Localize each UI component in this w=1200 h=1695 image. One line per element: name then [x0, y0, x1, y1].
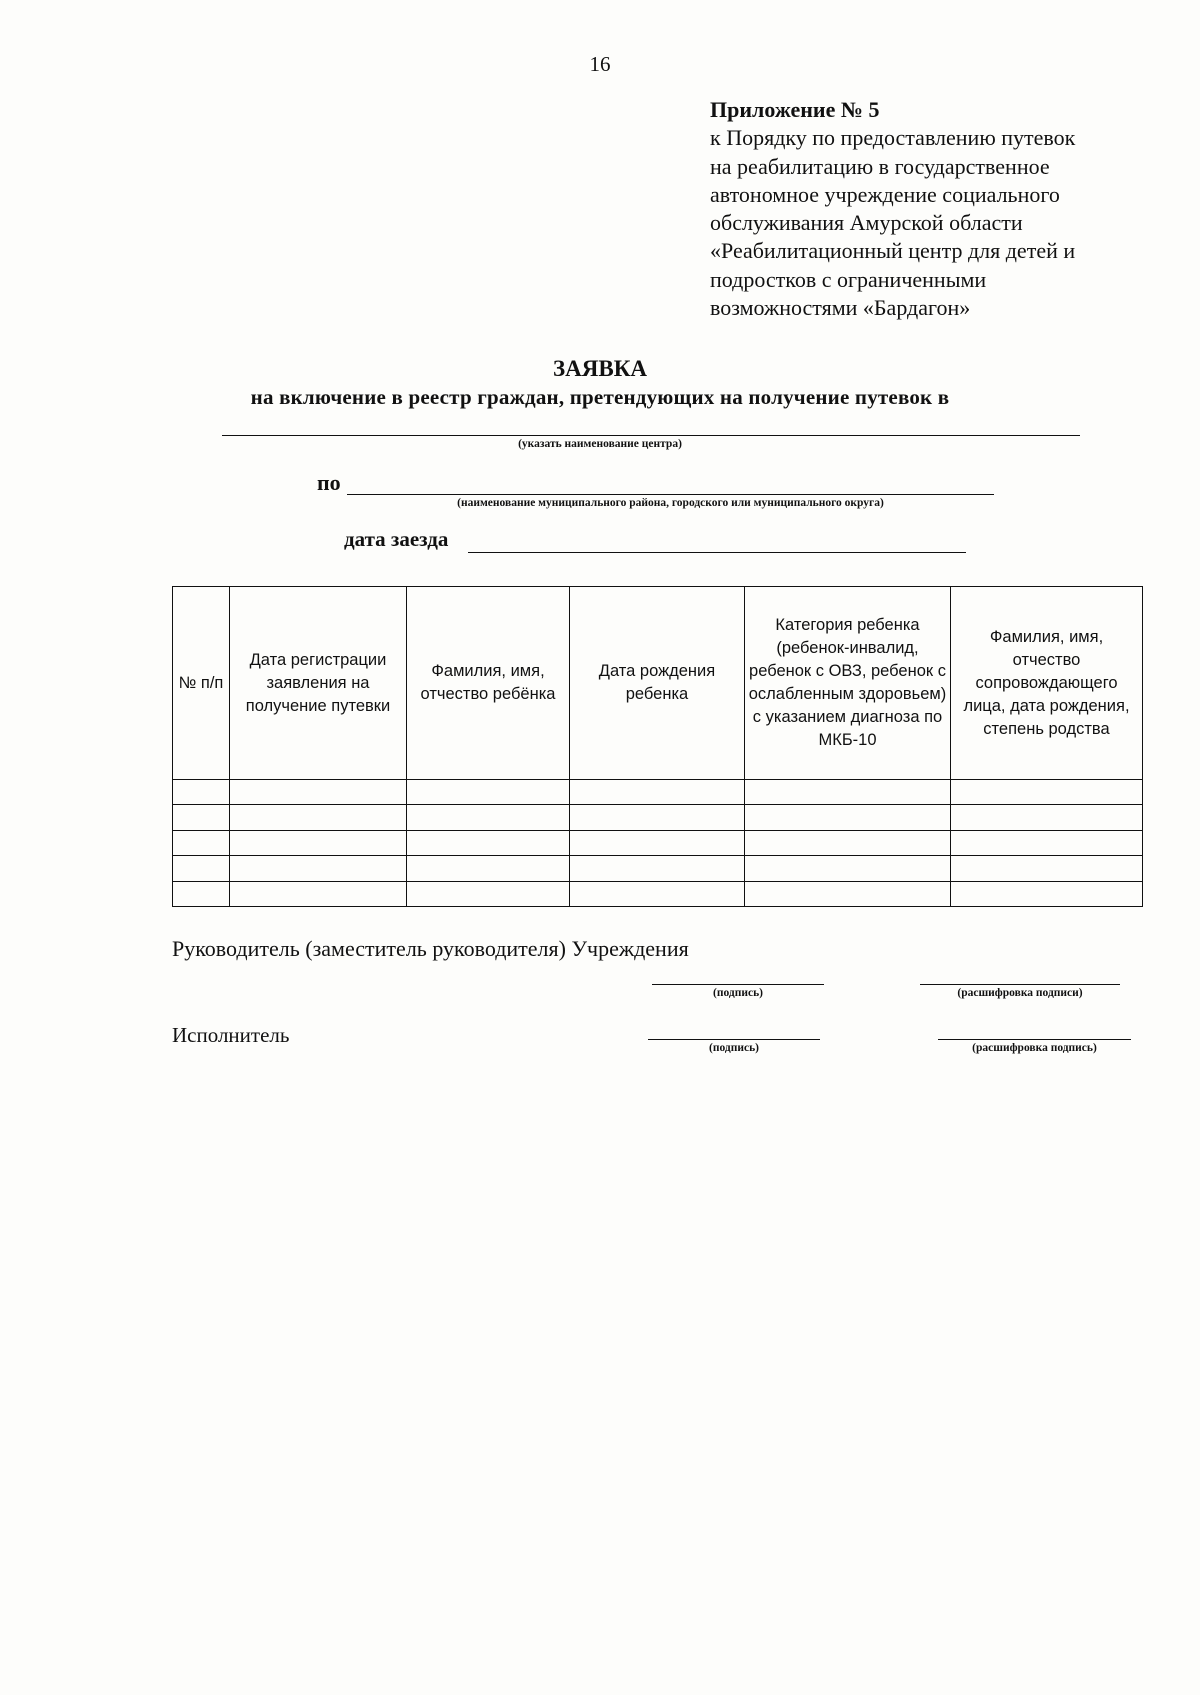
- center-name-hint: (указать наименование центра): [518, 438, 682, 450]
- arrival-date-label: дата заезда: [344, 527, 449, 551]
- executor-decode-line[interactable]: [938, 1039, 1131, 1040]
- by-label: по: [317, 470, 341, 495]
- table-cell[interactable]: [230, 805, 407, 830]
- table-cell[interactable]: [745, 881, 951, 906]
- table-row: [173, 881, 1143, 906]
- annex-line: к Порядку по предоставлению путевок: [710, 125, 1076, 151]
- table-cell[interactable]: [570, 780, 745, 805]
- table-cell[interactable]: [745, 805, 951, 830]
- table-row: [173, 780, 1143, 805]
- table-cell[interactable]: [173, 780, 230, 805]
- table-cell[interactable]: [173, 881, 230, 906]
- table-cell[interactable]: [570, 805, 745, 830]
- district-line[interactable]: [347, 494, 994, 495]
- column-header-companion: Фамилия, имя, отчество сопровождающего лица, дата рождения, степень родства: [951, 587, 1143, 780]
- table-cell[interactable]: [173, 805, 230, 830]
- registry-table: [172, 586, 1143, 907]
- table-header-row: [173, 587, 1143, 780]
- page-number: 16: [589, 52, 611, 76]
- signer-signature-hint: (подпись): [713, 987, 763, 999]
- table-cell[interactable]: [745, 780, 951, 805]
- annex-line: возможностями «Бардагон»: [710, 295, 971, 321]
- table-cell[interactable]: [951, 881, 1143, 906]
- table-cell[interactable]: [951, 805, 1143, 830]
- signer-decode-line[interactable]: [920, 984, 1120, 985]
- table-cell[interactable]: [173, 830, 230, 855]
- annex-line: обслуживания Амурской области: [710, 210, 1023, 236]
- form-subtitle: на включение в реестр граждан, претендующих на получение путевок в: [250, 385, 950, 409]
- column-header-registration-date: Дата регистрации заявления на получение путевки: [230, 587, 407, 780]
- table-cell[interactable]: [230, 780, 407, 805]
- table-cell[interactable]: [407, 881, 570, 906]
- annex-line: автономное учреждение социального: [710, 181, 1060, 207]
- table-cell[interactable]: [407, 856, 570, 881]
- table-cell[interactable]: [951, 780, 1143, 805]
- signer-decode-hint: (расшифровка подписи): [957, 987, 1083, 999]
- executor-label: Исполнитель: [172, 1023, 290, 1047]
- signer-label: Руководитель (заместитель руководителя) Учреждения: [172, 936, 689, 961]
- table-cell[interactable]: [570, 830, 745, 855]
- table-cell[interactable]: [407, 830, 570, 855]
- table-cell[interactable]: [951, 830, 1143, 855]
- annex-block: [710, 96, 1180, 322]
- executor-signature-hint: (подпись): [709, 1042, 759, 1054]
- annex-title: Приложение № 5: [710, 97, 880, 122]
- form-title: ЗАЯВКА: [553, 356, 647, 381]
- table-cell[interactable]: [230, 856, 407, 881]
- table-row: [173, 830, 1143, 855]
- table-cell[interactable]: [745, 830, 951, 855]
- table-cell[interactable]: [745, 856, 951, 881]
- signer-signature-line[interactable]: [652, 984, 824, 985]
- table-cell[interactable]: [951, 856, 1143, 881]
- arrival-date-line[interactable]: [468, 552, 966, 553]
- column-header-child-category: Категория ребенка (ребенок-инвалид, ребенок с ОВЗ, ребенок с ослабленным здоровьем) с указанием диагноза по МКБ-10: [745, 587, 951, 780]
- center-name-line[interactable]: [222, 435, 1080, 436]
- table-cell[interactable]: [570, 881, 745, 906]
- table-row: [173, 856, 1143, 881]
- executor-signature-line[interactable]: [648, 1039, 820, 1040]
- table-cell[interactable]: [230, 881, 407, 906]
- table-cell[interactable]: [173, 856, 230, 881]
- table-cell[interactable]: [570, 856, 745, 881]
- table-cell[interactable]: [230, 830, 407, 855]
- annex-line: подростков с ограниченными: [710, 266, 987, 292]
- table-row: [173, 805, 1143, 830]
- annex-line: на реабилитацию в государственное: [710, 153, 1050, 179]
- executor-decode-hint: (расшифровка подпись): [972, 1042, 1097, 1054]
- column-header-child-name: Фамилия, имя, отчество ребёнка: [407, 587, 570, 780]
- table-cell[interactable]: [407, 780, 570, 805]
- annex-line: «Реабилитационный центр для детей и: [710, 238, 1076, 264]
- column-header-birth-date: Дата рождения ребенка: [570, 587, 745, 780]
- column-header-number: № п/п: [173, 587, 230, 780]
- district-hint: (наименование муниципального района, городского или муниципального округа): [457, 497, 884, 509]
- table-cell[interactable]: [407, 805, 570, 830]
